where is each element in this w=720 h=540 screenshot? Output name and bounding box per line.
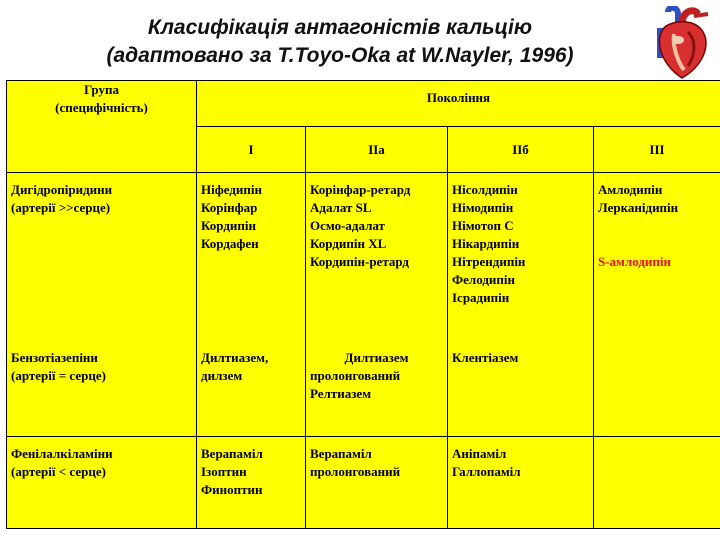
gen-header-2b: IIб bbox=[448, 127, 594, 173]
drug-name: Дилтиазем, bbox=[201, 350, 269, 365]
generation-header-cell bbox=[197, 81, 720, 127]
title-line-1: Класифікація антагоністів кальцію bbox=[147, 16, 533, 39]
gen2b-cell-phenyl bbox=[448, 437, 594, 529]
drug-name: дилзем bbox=[201, 368, 243, 383]
group-phenylalkylamines-spec: (артерії < серце) bbox=[11, 464, 106, 479]
group-benzothiazepines: Бензотіазепіни bbox=[11, 350, 98, 365]
gen2a-cell-phenyl bbox=[306, 437, 448, 529]
generation-header-label: Покоління bbox=[426, 90, 491, 105]
drug-name: Німодипін bbox=[452, 200, 514, 215]
drug-name: Кордипін XL bbox=[310, 236, 387, 251]
drug-name: Клентіазем bbox=[452, 350, 519, 365]
gen-header-1: I bbox=[197, 127, 306, 173]
drug-name: Ніфедипін bbox=[201, 182, 262, 197]
title-line-2: (адаптовано за T.Toyo-Oka at W.Nayler, 1996) bbox=[106, 44, 574, 67]
highlighted-drug-name: S-амлодипін bbox=[598, 254, 671, 269]
drug-name: Ізоптин bbox=[201, 464, 247, 479]
drug-name: Галлопаміл bbox=[452, 464, 521, 479]
gen-header-3: III bbox=[594, 127, 720, 173]
drug-name: Верапаміл bbox=[310, 446, 372, 461]
drug-name: пролонгований bbox=[310, 368, 401, 383]
slide-title bbox=[40, 14, 640, 70]
drug-name: Финоптин bbox=[201, 482, 263, 497]
drug-name: Аніпаміл bbox=[452, 446, 507, 461]
classification-table bbox=[6, 80, 720, 529]
group-cell-phenylalkylamines bbox=[7, 437, 197, 529]
drug-name: Кордипін-ретард bbox=[310, 254, 410, 269]
group-header-cell bbox=[7, 81, 197, 173]
drug-name: Релтиазем bbox=[310, 386, 372, 401]
group-dihydropyridines-spec: (артерії >>серце) bbox=[11, 200, 111, 215]
drug-name: Дилтиазем bbox=[344, 350, 409, 365]
drug-name: Осмо-адалат bbox=[310, 218, 385, 233]
group-header-label: Група bbox=[83, 82, 119, 97]
drug-name: Лерканідипін bbox=[598, 200, 679, 215]
group-benzothiazepines-spec: (артерії = серце) bbox=[11, 368, 106, 383]
drug-name: Верапаміл bbox=[201, 446, 263, 461]
drug-name: Кордипін bbox=[201, 218, 256, 233]
drug-name: Фелодипін bbox=[452, 272, 516, 287]
group-header-sublabel: (специфічність) bbox=[55, 100, 148, 115]
gen3-cell-main bbox=[594, 173, 720, 437]
gen2a-cell-main bbox=[306, 173, 448, 437]
heart-icon bbox=[648, 6, 714, 80]
gen1-cell-main bbox=[197, 173, 306, 437]
group-dihydropyridines: Дигідропіридини bbox=[11, 182, 113, 197]
group-phenylalkylamines: Фенілалкіламіни bbox=[11, 446, 113, 461]
drug-name: Корінфар-ретард bbox=[310, 182, 411, 197]
drug-name: Адалат SL bbox=[310, 200, 372, 215]
drug-name: Нітрендипін bbox=[452, 254, 526, 269]
drug-name: Корінфар bbox=[201, 200, 258, 215]
drug-name: Амлодипін bbox=[598, 182, 663, 197]
drug-name: Ісрадипін bbox=[452, 290, 510, 305]
gen-header-2a: IIa bbox=[306, 127, 448, 173]
drug-name: Нісолдипін bbox=[452, 182, 518, 197]
gen2b-cell-main bbox=[448, 173, 594, 437]
group-cell-main bbox=[7, 173, 197, 437]
drug-name: Німотоп С bbox=[452, 218, 514, 233]
gen1-cell-phenyl bbox=[197, 437, 306, 529]
gen3-cell-phenyl bbox=[594, 437, 720, 529]
drug-name: пролонгований bbox=[310, 464, 401, 479]
drug-name: Кордафен bbox=[201, 236, 259, 251]
drug-name: Нікардипін bbox=[452, 236, 520, 251]
